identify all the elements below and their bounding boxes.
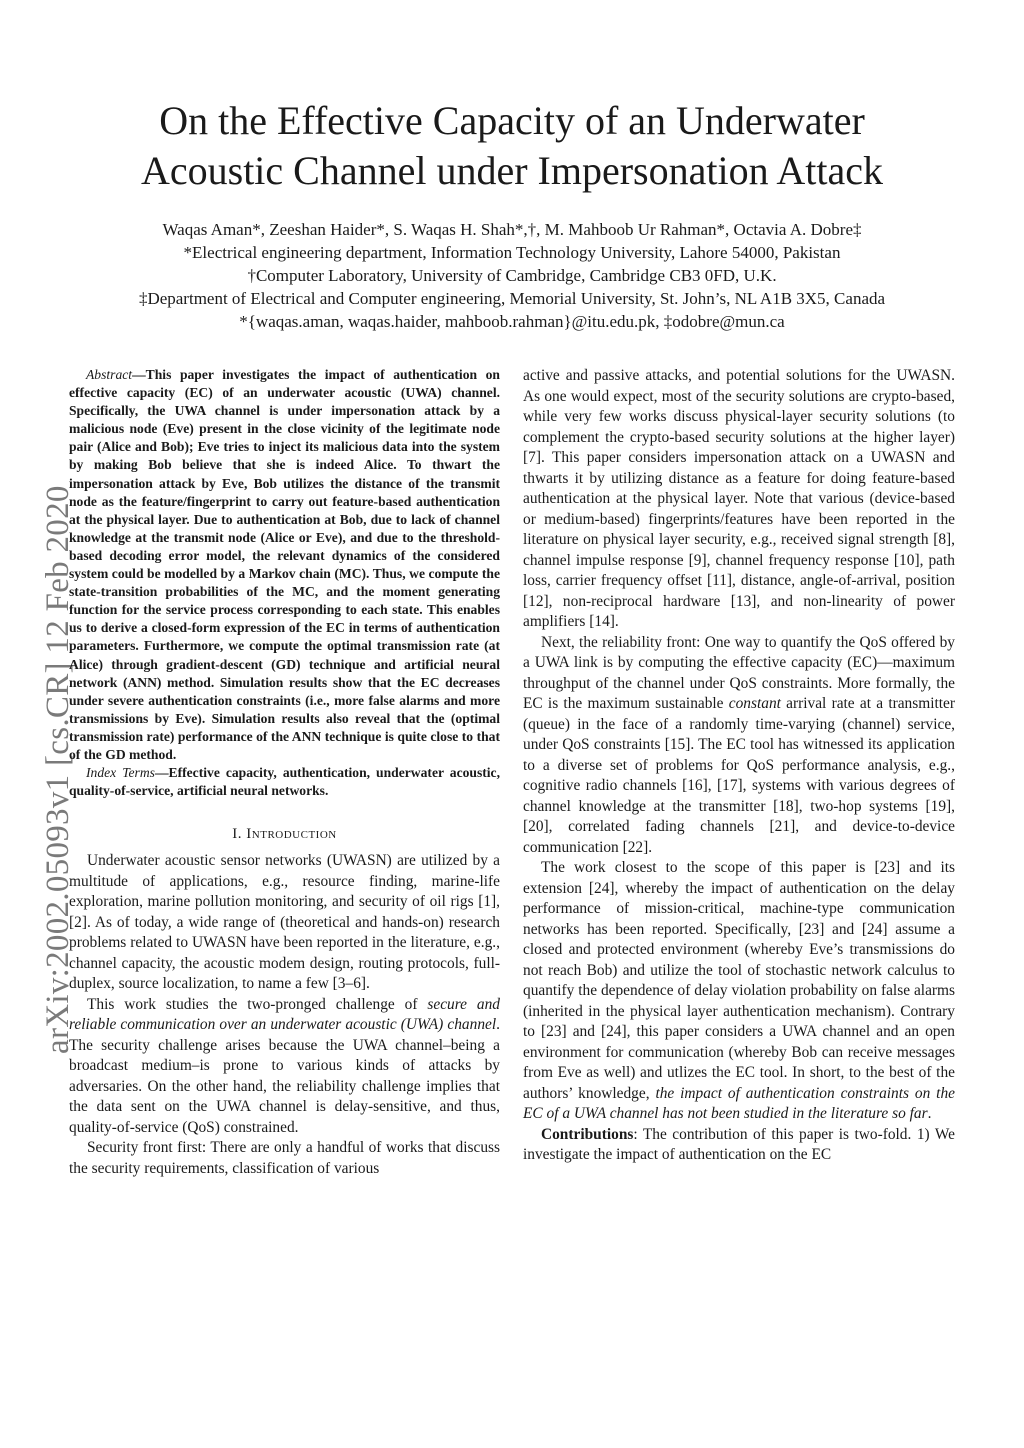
index-terms-label: Index Terms <box>86 765 155 781</box>
contributions-text: : The contribution of this paper is two-fold. 1) We investigate the impact of authentication on the EC <box>523 1125 955 1163</box>
index-terms-text: —Effective capacity, authentication, underwater acoustic, quality-of-service, artificial neural networks. <box>69 765 500 799</box>
index-terms <box>69 764 500 800</box>
author-names: Waqas Aman*, Zeeshan Haider*, S. Waqas H. Shah*,†, M. Mahboob Ur Rahman*, Octavia A. Dobre‡ <box>162 220 862 239</box>
title-line-2: Acoustic Channel under Impersonation Attack <box>140 148 884 193</box>
contributions-paragraph <box>523 1125 955 1166</box>
right-p2-emphasis: constant <box>728 695 781 712</box>
left-column <box>69 366 500 1179</box>
abstract-label: Abstract <box>86 367 133 382</box>
intro-paragraph-1: Underwater acoustic sensor networks (UWASN) are utilized by a multitude of applications, e.g., resource finding, marine-life exploration, marine pollution monitoring, and security of oil rigs [1], [2]. As of today, a wide range of (theoretical and hands-on) research problems related to UWASN have been reported in the literature, e.g., channel capacity, the acoustic modem design, routing protocols, full-duplex, source localization, to name a few [3–6]. <box>69 852 500 993</box>
right-paragraph-3 <box>523 858 955 1125</box>
right-p2-text-a: Next, the reliability front: One way to quantify the QoS offered by a UWA link is by computing the effective capacity (EC)—maximum throughput of the channel under QoS constraints. More formally, the EC is the maximum sustainable <box>523 633 955 712</box>
intro-paragraph-3: Security front first: There are only a handful of works that discuss the security requirements, classification of various <box>69 1139 500 1177</box>
right-paragraph-1: active and passive attacks, and potential solutions for the UWASN. As one would expect, most of the security solutions are crypto-based, while very few works discuss physical-layer security solutions (to complement the crypto-based security solutions at the higher layer) [7]. This paper considers impersonation attack on a UWASN and thwarts it by utilizing distance as a feature for doing feature-based authentication at the physical layer. Note that various (device-based or medium-based) fingerprints/features have been reported in the literature on physical layer security, e.g., received signal strength [8], channel impulse response [9], channel frequency response [10], path loss, carrier frequency offset [11], distance, angle-of-arrival, position [12], non-reciprocal hardware [13], and non-linearity of power amplifiers [14]. <box>523 367 955 630</box>
author-block <box>40 218 984 333</box>
right-paragraph-2 <box>523 633 955 859</box>
right-column <box>523 366 955 1166</box>
right-p3-text-c: . <box>927 1105 932 1122</box>
intro-paragraph-2 <box>69 995 500 1139</box>
contributions-label: Contributions <box>541 1125 634 1143</box>
paper-title <box>0 96 1024 196</box>
right-p3-text-a: The work closest to the scope of this paper is [23] and its extension [24], whereby the impact of authentication on the delay performance of mission-critical, machine-type communication networks has been reported. Specifically, [23] and [24] assume a closed and protected environment (whereby Eve’s transmissions do not reach Bob) and utilize the tool of stochastic network calculus to quantify the dependence of delay violation probability on false alarms (inherited in the physical layer authentication mechanism). Contrary to [23] and [24], this paper considers a UWA channel and an open environment for communication (whereby Bob can receive messages from Eve as well) and utlizes the EC tool. In short, to the best of the authors’ knowledge, <box>523 859 955 1102</box>
title-line-1: On the Effective Capacity of an Underwater <box>159 98 865 143</box>
affiliation-2: †Computer Laboratory, University of Cambridge, Cambridge CB3 0FD, U.K. <box>247 266 777 285</box>
right-p2-text-c: arrival rate at a transmitter (queue) in the face of a randomly time-varying (channel) service, under QoS constraints [15]. The EC tool has witnessed its application to a diverse set of problems for QoS performance analysis, e.g., cognitive radio channels [16], [17], systems with various degrees of channel knowledge at the transmitter [18], two-hop systems [19], [20], correlated fading channels [21], and device-to-device communication [22]. <box>523 695 955 856</box>
intro-p2-text-c: . The security challenge arises because the UWA channel–being a broadcast medium–is prone to various kinds of attacks by adversaries. On the other hand, the reliability challenge implies that the data sent on the UWA channel is delay-sensitive, and thus, quality-of-service (QoS) constrained. <box>69 1016 500 1136</box>
affiliation-3: ‡Department of Electrical and Computer engineering, Memorial University, St. John’s, NL A1B 3X5, Canada <box>138 289 886 308</box>
arxiv-identifier: arXiv:2002.05093v1 [cs.CR] 12 Feb 2020 <box>40 485 76 1054</box>
section-number: I. <box>232 826 243 843</box>
section-heading-introduction <box>69 826 500 843</box>
abstract-text: —This paper investigates the impact of authentication on effective capacity (EC) of an underwater acoustic (UWA) channel. Specifically, the UWA channel is under impersonation attack by a malicious node (Eve) present in the close vicinity of the legitimate node pair (Alice and Bob); Eve tries to inject its malicious data into the system by making Bob believe that she is indeed Alice. To thwart the impersonation attack by Eve, Bob utilizes the distance of the transmit node as the feature/fingerprint to carry out feature-based authentication at the physical layer. Due to authentication at Bob, due to lack of channel knowledge at the transmit node (Alice or Eve), and due to the threshold-based decoding error model, the relevant dynamics of the considered system could be modelled by a Markov chain (MC). Thus, we compute the state-transition probabilities of the MC, and the moment generating function for the service process corresponding to each state. This enables us to derive a closed-form expression of the EC in terms of authentication parameters. Furthermore, we compute the optimal transmission rate (at Alice) through gradient-descent (GD) technique and artificial neural network (ANN) method. Simulation results show that the EC decreases under severe authentication constraints (i.e., more false alarms and more transmissions by Eve). Simulation results also reveal that the (optimal transmission rate) performance of the ANN technique is quite close to that of the GD method. <box>69 367 500 762</box>
intro-p2-emphasis: secure and reliable communication over an underwater acoustic (UWA) channel <box>69 995 500 1034</box>
right-p3-emphasis: the impact of authentication constraints on the EC of a UWA channel has not been studied in the literature so far <box>523 1084 955 1122</box>
abstract <box>69 366 500 764</box>
author-emails: *{waqas.aman, waqas.haider, mahboob.rahman}@itu.edu.pk, ‡odobre@mun.ca <box>239 312 785 331</box>
intro-p2-text-a: This work studies the two-pronged challenge of <box>87 995 428 1013</box>
section-title: Introduction <box>246 826 337 843</box>
affiliation-1: *Electrical engineering department, Information Technology University, Lahore 54000, Pakistan <box>183 243 841 262</box>
